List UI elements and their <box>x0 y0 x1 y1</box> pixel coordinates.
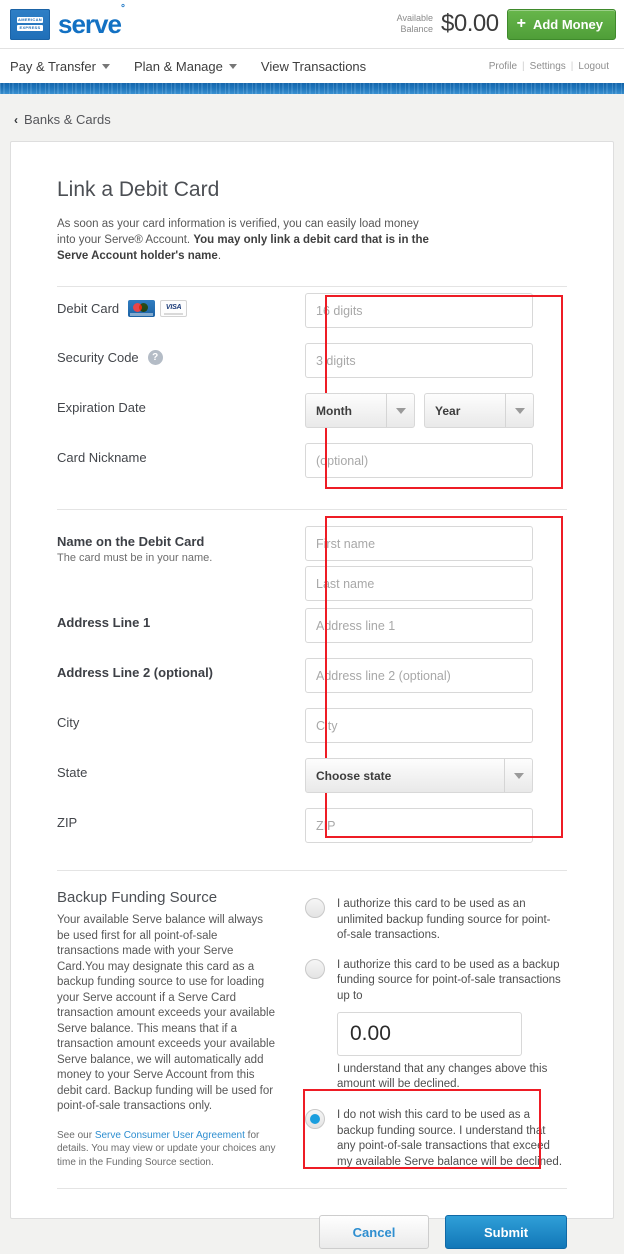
city-input[interactable] <box>305 708 533 743</box>
card-nickname-input[interactable] <box>305 443 533 478</box>
profile-link[interactable]: Profile <box>488 60 518 72</box>
balance-group <box>397 9 616 40</box>
year-caret-cell <box>505 394 533 427</box>
backup-amount-input[interactable] <box>337 1012 522 1056</box>
amex-logo-line-2: EXPRESS <box>17 25 43 31</box>
submit-button[interactable]: Submit <box>445 1215 567 1249</box>
backup-funding-body: Your available Serve balance will always be used first for all point-of-sale transactions made with your Serve Card.You may designate this card as a backup funding source to use for loading your Serve account if a Serve Card transaction amount exceeds your available Serve balance. This means that if a transaction amount exceeds your available Serve balance, we will automatically add money to your Serve Account from this debit card. Backup funding will be used for point-of-sale transactions only. <box>57 914 275 1112</box>
chevron-down-icon <box>102 64 110 69</box>
main-navigation <box>0 48 624 83</box>
card-nickname-label: Card Nickname <box>57 450 147 465</box>
plus-icon: + <box>516 15 526 32</box>
address-line-1-cell <box>305 602 567 643</box>
debit-card-label-cell <box>57 287 305 317</box>
breadcrumb-banks-and-cards[interactable] <box>0 94 624 141</box>
intro-text-bold: You may only link a debit card that is in the Serve Account holder's name <box>57 234 429 262</box>
card-details-section <box>57 287 567 487</box>
logout-link[interactable]: Logout <box>578 60 609 72</box>
note-suffix: for details. You may view or update your choices any time in the Funding Source section. <box>57 1129 276 1168</box>
settings-link[interactable]: Settings <box>529 60 566 72</box>
last-name-input[interactable] <box>305 566 533 601</box>
radio-no-backup[interactable] <box>305 1109 325 1129</box>
backup-funding-options <box>305 889 567 1170</box>
account-links <box>484 61 614 72</box>
serve-consumer-user-agreement-link[interactable]: Serve Consumer User Agreement <box>94 1129 245 1141</box>
link-separator: | <box>570 60 574 72</box>
serve-wordmark-text: serve <box>58 9 121 39</box>
chevron-down-icon <box>515 408 525 414</box>
note-prefix: See our <box>57 1129 95 1141</box>
nav-item-pay-transfer[interactable] <box>10 59 110 74</box>
backup-funding-description <box>57 889 305 1170</box>
form-row-address-line-2 <box>57 652 567 702</box>
radio-unlimited-backup[interactable] <box>305 898 325 918</box>
nav-item-plan-manage-label: Plan & Manage <box>133 58 223 74</box>
top-bar <box>0 0 624 48</box>
intro-text-part-1: As soon as your card information is verified, you can easily load money into your Serve® Account. <box>57 218 419 246</box>
help-icon[interactable]: ? <box>148 350 163 365</box>
form-actions <box>57 1189 567 1249</box>
page-title: Link a Debit Card <box>57 178 220 201</box>
debit-card-label: Debit Card <box>57 301 120 316</box>
funding-option-limited[interactable] <box>305 958 567 1005</box>
state-caret-cell <box>504 759 532 792</box>
breadcrumb-label: Banks & Cards <box>24 112 111 127</box>
cardholder-address-section <box>57 510 567 852</box>
address-line-2-label-cell <box>57 652 305 680</box>
funding-option-none[interactable] <box>305 1108 567 1170</box>
visa-icon <box>160 300 187 317</box>
form-row-card-nickname <box>57 437 567 487</box>
accepted-card-brands <box>128 300 187 317</box>
state-label: State <box>57 765 88 780</box>
card-number-cell <box>305 287 567 328</box>
address-line-1-label-cell <box>57 602 305 630</box>
form-row-city <box>57 702 567 752</box>
nav-item-view-transactions-label: View Transactions <box>260 58 367 74</box>
chevron-left-icon: ‹ <box>14 112 18 127</box>
state-cell <box>305 752 567 793</box>
intro-text-part-2: . <box>217 250 222 262</box>
link-debit-card-panel <box>10 141 614 1240</box>
visa-logo-text: VISA <box>165 303 182 311</box>
address-line-2-input[interactable] <box>305 658 533 693</box>
balance-label-line-2: Balance <box>400 24 434 34</box>
form-row-debit-card <box>57 287 567 337</box>
chevron-down-icon <box>229 64 237 69</box>
nav-item-plan-manage[interactable] <box>134 59 237 74</box>
month-caret-cell <box>386 394 414 427</box>
cancel-button[interactable]: Cancel <box>319 1215 429 1249</box>
name-label-cell <box>57 524 305 564</box>
amex-logo-line-1: AMERICAN <box>18 17 42 22</box>
backup-amount-note: I understand that any changes above this amount will be declined. <box>337 1063 548 1090</box>
address-line-1-input[interactable] <box>305 608 533 643</box>
security-code-label-cell <box>57 337 305 365</box>
radio-limited-backup[interactable] <box>305 959 325 979</box>
serve-trademark-mark: ° <box>120 3 124 15</box>
security-code-label: Security Code <box>57 350 139 365</box>
expiration-date-label: Expiration Date <box>57 400 146 415</box>
zip-cell <box>305 802 567 843</box>
add-money-label: Add Money <box>532 16 603 32</box>
radio-dot <box>310 1114 320 1124</box>
zip-input[interactable] <box>305 808 533 843</box>
backup-funding-source-section <box>57 871 567 1170</box>
security-code-input[interactable] <box>305 343 533 378</box>
form-row-expiration-date <box>57 387 567 437</box>
mastercard-circle-right <box>139 303 148 312</box>
american-express-icon <box>10 9 50 40</box>
expiration-date-cell <box>305 387 567 428</box>
form-row-state <box>57 752 567 802</box>
name-on-card-sublabel: The card must be in your name. <box>57 552 213 564</box>
brand-logo[interactable] <box>10 3 124 40</box>
city-label-cell <box>57 702 305 730</box>
decorative-stripe-band <box>0 83 624 94</box>
nav-item-pay-transfer-label: Pay & Transfer <box>10 58 96 74</box>
funding-option-unlimited[interactable] <box>305 897 567 944</box>
state-select[interactable] <box>305 758 533 793</box>
form-row-address-line-1 <box>57 602 567 652</box>
chevron-down-icon <box>396 408 406 414</box>
funding-option-unlimited-label: I authorize this card to be used as an unlimited backup funding source for point- of-sale transactions. <box>337 898 551 941</box>
name-fields-cell <box>305 524 567 601</box>
state-select-value: Choose state <box>316 768 392 783</box>
name-on-card-label: Name on the Debit Card <box>57 534 205 549</box>
nav-item-view-transactions[interactable] <box>261 59 366 74</box>
page-intro <box>57 216 429 264</box>
card-nickname-label-cell <box>57 437 305 465</box>
form-row-name <box>57 524 567 602</box>
funding-option-none-label: I do not wish this card to be used as a backup funding source. I understand that any point-of-sale transactions that exceed my available Serve balance will be declined. <box>337 1109 563 1168</box>
city-cell <box>305 702 567 743</box>
chevron-down-icon <box>514 773 524 779</box>
expiration-month-value: Month <box>316 403 352 418</box>
zip-label: ZIP <box>57 815 78 830</box>
backup-funding-title: Backup Funding Source <box>57 889 218 906</box>
card-nickname-cell <box>305 437 567 478</box>
mastercard-icon <box>128 300 155 317</box>
city-label: City <box>57 715 80 730</box>
backup-funding-note <box>57 1129 279 1170</box>
expiration-month-select[interactable] <box>305 393 415 428</box>
card-number-input[interactable] <box>305 293 533 328</box>
expiration-selects <box>305 393 567 428</box>
zip-label-cell <box>57 802 305 830</box>
balance-amount: $0.00 <box>441 10 499 37</box>
expiration-year-value: Year <box>435 403 461 418</box>
available-balance-label <box>397 13 433 35</box>
state-label-cell <box>57 752 305 780</box>
address-line-2-cell <box>305 652 567 693</box>
add-money-button[interactable] <box>507 9 616 40</box>
first-name-input[interactable] <box>305 526 533 561</box>
funding-option-limited-label: I authorize this card to be used as a backup funding source for point-of-sale transactions up to <box>337 958 561 1002</box>
form-row-zip <box>57 802 567 852</box>
address-line-1-label: Address Line 1 <box>57 615 151 630</box>
form-row-security-code <box>57 337 567 387</box>
serve-wordmark <box>58 3 124 39</box>
address-line-2-label: Address Line 2 (optional) <box>57 665 214 680</box>
mastercard-strip <box>130 313 153 316</box>
expiration-date-label-cell <box>57 387 305 415</box>
expiration-year-select[interactable] <box>424 393 534 428</box>
balance-label-line-1: Available <box>396 13 434 23</box>
link-separator: | <box>522 60 525 72</box>
visa-strip <box>164 313 183 315</box>
security-code-cell <box>305 337 567 378</box>
